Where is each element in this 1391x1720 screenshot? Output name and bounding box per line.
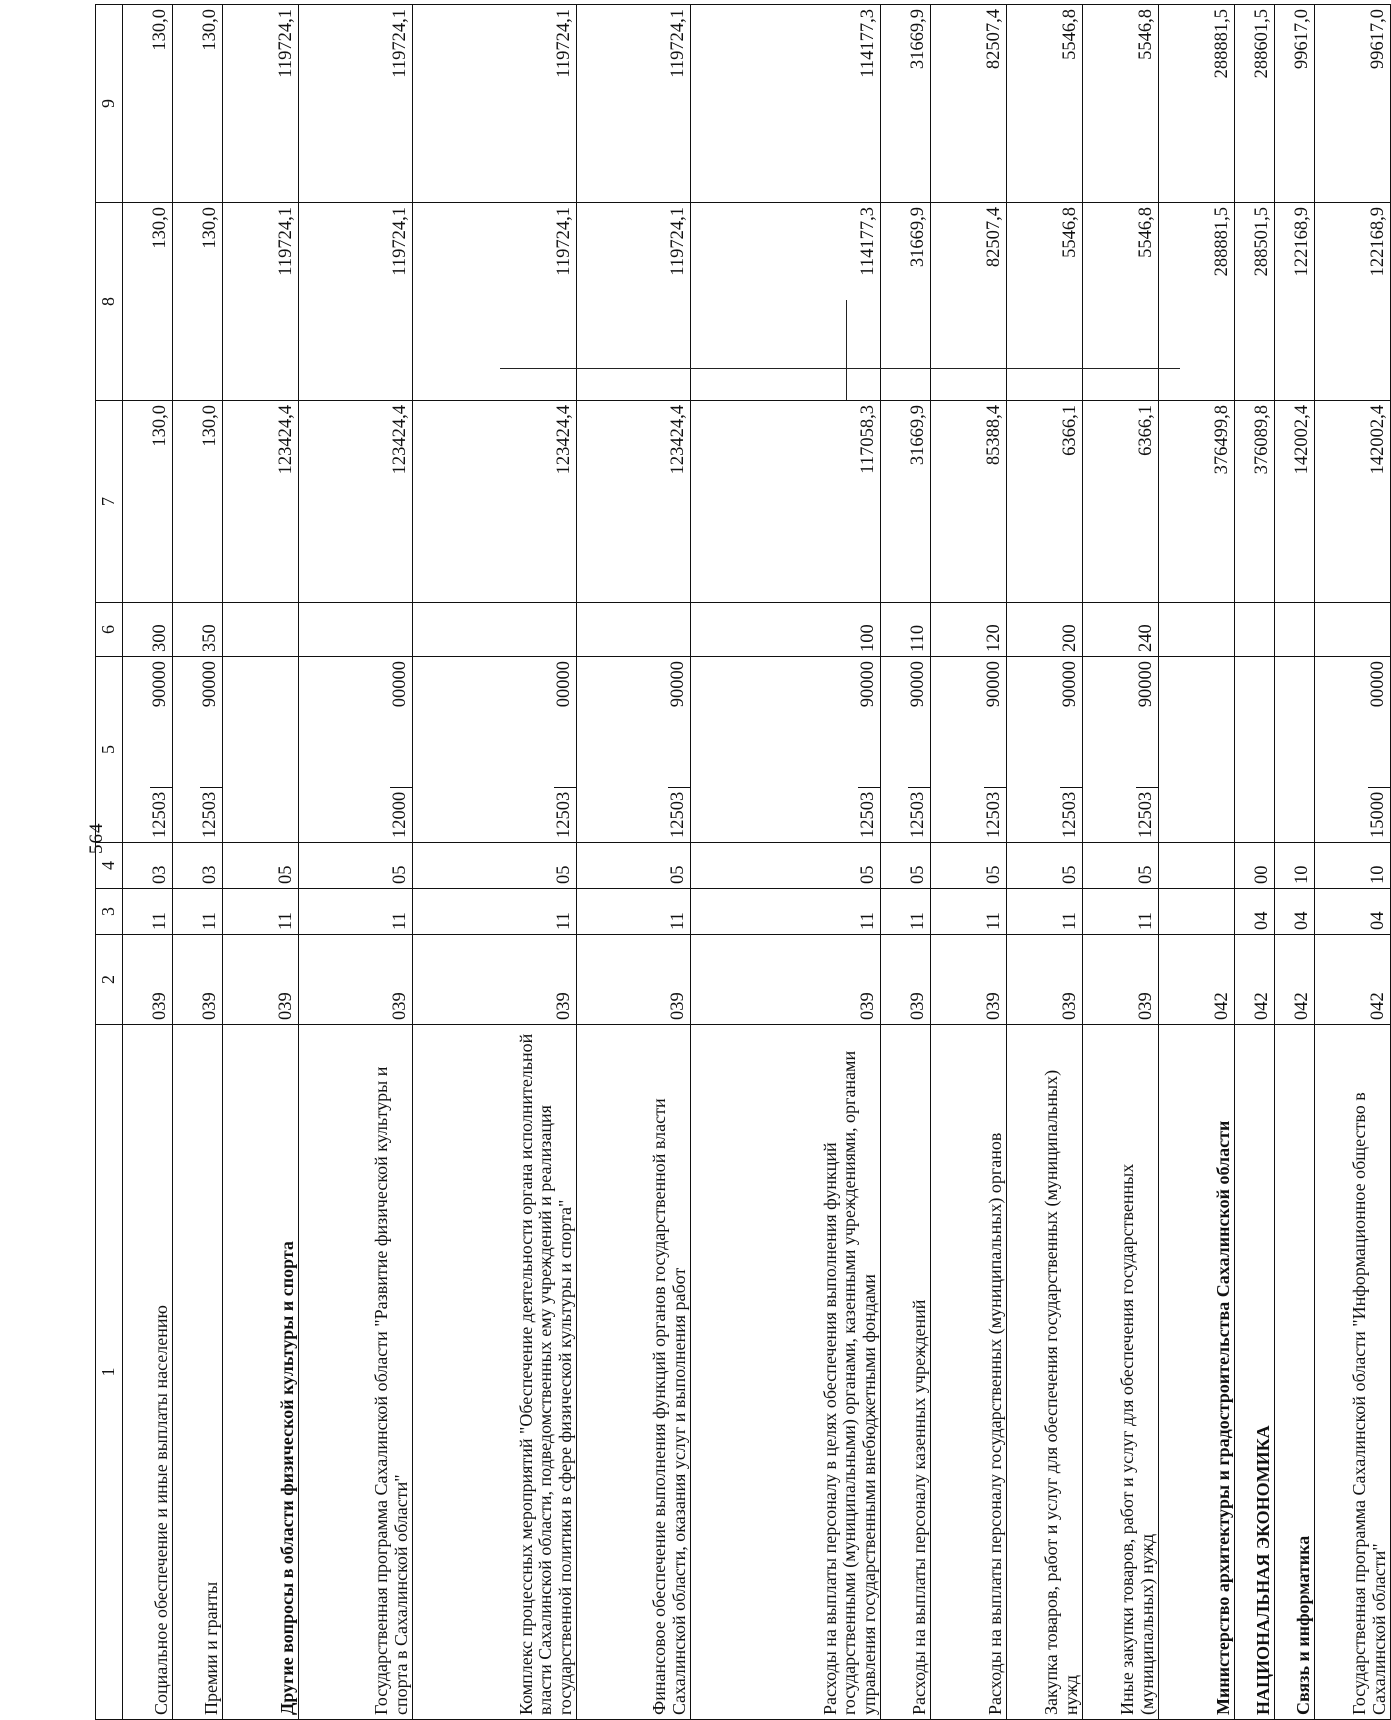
target-article-cell xyxy=(881,657,931,843)
row-name-cell: Иные закупки товаров, работ и услуг для обеспечения государственных (муниципальных) нужд xyxy=(1083,1025,1159,1720)
subsection-code-cell: 03 xyxy=(173,843,223,889)
amount-year-1-cell: 142002,4 xyxy=(1275,401,1315,603)
ministry-code-cell: 039 xyxy=(173,935,223,1025)
table-row xyxy=(173,5,223,1720)
target-article-direction-code xyxy=(296,657,298,665)
section-code-cell: 11 xyxy=(1007,889,1083,935)
ministry-code-cell: 039 xyxy=(577,935,691,1025)
section-code-cell: 11 xyxy=(299,889,413,935)
row-name-cell: НАЦИОНАЛЬНАЯ ЭКОНОМИКА xyxy=(1235,1025,1275,1720)
expense-type-code-cell: 100 xyxy=(691,603,881,657)
amount-year-1-cell: 85388,4 xyxy=(931,401,1007,603)
expense-type-code-cell: 240 xyxy=(1083,603,1159,657)
amount-year-2-cell: 288881,5 xyxy=(1159,203,1235,401)
subsection-code-cell: 05 xyxy=(1083,843,1159,889)
subsection-code-cell xyxy=(1159,843,1235,889)
row-name-cell: Расходы на выплаты персоналу казенных учреждений xyxy=(881,1025,931,1720)
subsection-code-cell: 05 xyxy=(1007,843,1083,889)
ministry-code-cell: 039 xyxy=(299,935,413,1025)
row-name-cell: Министерство архитектуры и градостроительства Сахалинской области xyxy=(1159,1025,1235,1720)
ministry-code-cell: 042 xyxy=(1159,935,1235,1025)
row-name-cell: Расходы на выплаты персоналу в целях обеспечения выполнения функций государственными (муниципальными) органами, казенными учреждениями, органами управления государственными внебюджетными фондами xyxy=(691,1025,881,1720)
target-article-cell xyxy=(1159,657,1235,843)
amount-year-3-cell: 130,0 xyxy=(123,5,173,203)
subsection-code-cell: 05 xyxy=(881,843,931,889)
target-article-cell xyxy=(1275,657,1315,843)
row-name-cell: Социальное обеспечение и иные выплаты населению xyxy=(123,1025,173,1720)
target-article-program-code: 12503 xyxy=(554,787,576,842)
amount-year-3-cell: 82507,4 xyxy=(931,5,1007,203)
amount-year-1-cell: 123424,4 xyxy=(577,401,691,603)
table-row xyxy=(1159,5,1235,1720)
expense-type-code-cell xyxy=(1235,603,1275,657)
ministry-code-cell: 042 xyxy=(1235,935,1275,1025)
page-number: 564 xyxy=(86,822,107,854)
target-article-program-code xyxy=(1312,834,1314,842)
target-article-direction-code: 00000 xyxy=(1368,661,1389,708)
amount-year-1-cell: 376089,8 xyxy=(1235,401,1275,603)
subsection-code-cell: 00 xyxy=(1235,843,1275,889)
target-article-direction-code: 90000 xyxy=(200,661,221,708)
table-row xyxy=(691,5,881,1720)
target-article-direction-code: 90000 xyxy=(150,661,171,708)
table-row xyxy=(1315,5,1391,1720)
expense-type-code-cell: 200 xyxy=(1007,603,1083,657)
amount-year-3-cell: 119724,1 xyxy=(577,5,691,203)
expense-type-code-cell xyxy=(1315,603,1391,657)
amount-year-3-cell: 119724,1 xyxy=(223,5,299,203)
target-article-cell xyxy=(173,657,223,843)
subsection-code-cell: 10 xyxy=(1315,843,1391,889)
amount-year-1-cell: 130,0 xyxy=(123,401,173,603)
column-header: 9 xyxy=(96,5,123,203)
section-code-cell xyxy=(1159,889,1235,935)
section-code-cell: 11 xyxy=(173,889,223,935)
target-article-cell xyxy=(123,657,173,843)
column-header: 4 xyxy=(96,843,123,889)
expense-type-code-cell: 110 xyxy=(881,603,931,657)
ministry-code-cell: 039 xyxy=(1083,935,1159,1025)
column-header: 7 xyxy=(96,401,123,603)
expense-type-code-cell: 120 xyxy=(931,603,1007,657)
target-article-program-code: 12503 xyxy=(1060,787,1082,842)
expense-type-code-cell xyxy=(1159,603,1235,657)
section-code-cell: 11 xyxy=(881,889,931,935)
amount-year-2-cell: 119724,1 xyxy=(223,203,299,401)
expense-type-code-cell xyxy=(577,603,691,657)
amount-year-3-cell: 99617,0 xyxy=(1315,5,1391,203)
table-row xyxy=(1007,5,1083,1720)
section-code-cell: 04 xyxy=(1315,889,1391,935)
target-article-direction-code xyxy=(1232,657,1234,665)
rotated-page-content xyxy=(95,5,1389,1720)
row-name-cell: Премии и гранты xyxy=(173,1025,223,1720)
target-article-program-code: 12503 xyxy=(858,787,880,842)
target-article-cell xyxy=(223,657,299,843)
expense-type-code-cell: 300 xyxy=(123,603,173,657)
amount-year-2-cell: 31669,9 xyxy=(881,203,931,401)
amount-year-3-cell: 31669,9 xyxy=(881,5,931,203)
table-row xyxy=(931,5,1007,1720)
expense-type-code-cell xyxy=(223,603,299,657)
amount-year-1-cell: 31669,9 xyxy=(881,401,931,603)
row-name-cell: Закупка товаров, работ и услуг для обеспечения государственных (муниципальных) нужд xyxy=(1007,1025,1083,1720)
table-row xyxy=(1083,5,1159,1720)
target-article-direction-code: 90000 xyxy=(858,661,879,708)
expense-type-code-cell: 350 xyxy=(173,603,223,657)
target-article-direction-code: 90000 xyxy=(984,661,1005,708)
target-article-program-code: 15000 xyxy=(1368,787,1390,842)
target-article-direction-code: 90000 xyxy=(1060,661,1081,708)
section-code-cell: 04 xyxy=(1235,889,1275,935)
target-article-direction-code: 90000 xyxy=(1136,661,1157,708)
target-article-direction-code: 90000 xyxy=(668,661,689,708)
ministry-code-cell: 039 xyxy=(931,935,1007,1025)
section-code-cell: 11 xyxy=(123,889,173,935)
section-code-cell: 11 xyxy=(223,889,299,935)
target-article-cell xyxy=(691,657,881,843)
target-article-cell xyxy=(1315,657,1391,843)
amount-year-3-cell: 288601,5 xyxy=(1235,5,1275,203)
amount-year-1-cell: 117058,3 xyxy=(691,401,881,603)
target-article-cell xyxy=(1007,657,1083,843)
amount-year-1-cell: 130,0 xyxy=(173,401,223,603)
section-code-cell: 11 xyxy=(691,889,881,935)
amount-year-1-cell: 123424,4 xyxy=(413,401,577,603)
subsection-code-cell: 05 xyxy=(577,843,691,889)
table-row xyxy=(881,5,931,1720)
target-article-program-code xyxy=(1272,834,1274,842)
section-code-cell: 11 xyxy=(577,889,691,935)
target-article-cell xyxy=(1235,657,1275,843)
target-article-program-code: 12000 xyxy=(390,787,412,842)
amount-year-3-cell: 119724,1 xyxy=(413,5,577,203)
target-article-program-code xyxy=(296,834,298,842)
target-article-program-code: 12503 xyxy=(1136,787,1158,842)
amount-year-2-cell: 288501,5 xyxy=(1235,203,1275,401)
amount-year-3-cell: 99617,0 xyxy=(1275,5,1315,203)
table-header-row xyxy=(96,5,123,1720)
amount-year-1-cell: 376499,8 xyxy=(1159,401,1235,603)
row-name-cell: Расходы на выплаты персоналу государственных (муниципальных) органов xyxy=(931,1025,1007,1720)
amount-year-2-cell: 122168,9 xyxy=(1275,203,1315,401)
table-row xyxy=(577,5,691,1720)
amount-year-3-cell: 5546,8 xyxy=(1083,5,1159,203)
section-code-cell: 04 xyxy=(1275,889,1315,935)
scan-crosshair-vertical xyxy=(846,300,847,400)
subsection-code-cell: 05 xyxy=(223,843,299,889)
amount-year-1-cell: 6366,1 xyxy=(1007,401,1083,603)
section-code-cell: 11 xyxy=(1083,889,1159,935)
target-article-program-code: 12503 xyxy=(668,787,690,842)
ministry-code-cell: 039 xyxy=(123,935,173,1025)
row-name-cell: Другие вопросы в области физической культуры и спорта xyxy=(223,1025,299,1720)
table-row xyxy=(1275,5,1315,1720)
row-name-cell: Государственная программа Сахалинской области "Развитие физической культуры и спорта в Сахалинской области" xyxy=(299,1025,413,1720)
amount-year-2-cell: 5546,8 xyxy=(1083,203,1159,401)
amount-year-3-cell: 119724,1 xyxy=(299,5,413,203)
amount-year-2-cell: 119724,1 xyxy=(413,203,577,401)
table-row xyxy=(223,5,299,1720)
amount-year-2-cell: 5546,8 xyxy=(1007,203,1083,401)
target-article-direction-code: 00000 xyxy=(554,661,575,708)
target-article-program-code: 12503 xyxy=(984,787,1006,842)
ministry-code-cell: 042 xyxy=(1315,935,1391,1025)
target-article-program-code: 12503 xyxy=(200,787,222,842)
ministry-code-cell: 042 xyxy=(1275,935,1315,1025)
amount-year-2-cell: 122168,9 xyxy=(1315,203,1391,401)
amount-year-1-cell: 123424,4 xyxy=(299,401,413,603)
amount-year-1-cell: 123424,4 xyxy=(223,401,299,603)
column-header: 8 xyxy=(96,203,123,401)
amount-year-1-cell: 6366,1 xyxy=(1083,401,1159,603)
subsection-code-cell: 05 xyxy=(413,843,577,889)
amount-year-3-cell: 114177,3 xyxy=(691,5,881,203)
target-article-program-code xyxy=(1232,834,1234,842)
target-article-direction-code xyxy=(1272,657,1274,665)
target-article-program-code: 12503 xyxy=(908,787,930,842)
row-name-cell: Комплекс процессных мероприятий "Обеспечение деятельности органа исполнительной власти Сахалинской области, подведомственных ему учреждений и реализация государственной политики в сфере физической культуры и спорта" xyxy=(413,1025,577,1720)
amount-year-3-cell: 130,0 xyxy=(173,5,223,203)
target-article-cell xyxy=(299,657,413,843)
table-row xyxy=(299,5,413,1720)
row-name-cell: Государственная программа Сахалинской области "Информационное общество в Сахалинской области" xyxy=(1315,1025,1391,1720)
amount-year-2-cell: 130,0 xyxy=(173,203,223,401)
target-article-program-code: 12503 xyxy=(150,787,172,842)
row-name-cell: Финансовое обеспечение выполнения функций органов государственной власти Сахалинской области, оказания услуг и выполнения работ xyxy=(577,1025,691,1720)
target-article-cell xyxy=(1083,657,1159,843)
table-row xyxy=(413,5,577,1720)
budget-table xyxy=(95,4,1391,1720)
column-header: 2 xyxy=(96,935,123,1025)
subsection-code-cell: 05 xyxy=(691,843,881,889)
column-header: 3 xyxy=(96,889,123,935)
section-code-cell: 11 xyxy=(413,889,577,935)
column-header: 5 xyxy=(96,657,123,843)
subsection-code-cell: 10 xyxy=(1275,843,1315,889)
target-article-cell xyxy=(413,657,577,843)
amount-year-2-cell: 82507,4 xyxy=(931,203,1007,401)
amount-year-1-cell: 142002,4 xyxy=(1315,401,1391,603)
row-name-cell: Связь и информатика xyxy=(1275,1025,1315,1720)
column-header: 1 xyxy=(96,1025,123,1720)
target-article-direction-code: 00000 xyxy=(390,661,411,708)
amount-year-3-cell: 5546,8 xyxy=(1007,5,1083,203)
ministry-code-cell: 039 xyxy=(881,935,931,1025)
table-body xyxy=(96,5,1391,1720)
target-article-direction-code xyxy=(1312,657,1314,665)
ministry-code-cell: 039 xyxy=(1007,935,1083,1025)
expense-type-code-cell xyxy=(299,603,413,657)
amount-year-2-cell: 119724,1 xyxy=(299,203,413,401)
amount-year-3-cell: 288881,5 xyxy=(1159,5,1235,203)
table-row xyxy=(123,5,173,1720)
subsection-code-cell: 05 xyxy=(299,843,413,889)
ministry-code-cell: 039 xyxy=(691,935,881,1025)
amount-year-2-cell: 130,0 xyxy=(123,203,173,401)
target-article-direction-code: 90000 xyxy=(908,661,929,708)
subsection-code-cell: 05 xyxy=(931,843,1007,889)
section-code-cell: 11 xyxy=(931,889,1007,935)
target-article-cell xyxy=(577,657,691,843)
table-row xyxy=(1235,5,1275,1720)
expense-type-code-cell xyxy=(1275,603,1315,657)
subsection-code-cell: 03 xyxy=(123,843,173,889)
amount-year-2-cell: 119724,1 xyxy=(577,203,691,401)
amount-year-2-cell: 114177,3 xyxy=(691,203,881,401)
expense-type-code-cell xyxy=(413,603,577,657)
target-article-cell xyxy=(931,657,1007,843)
column-header: 6 xyxy=(96,603,123,657)
ministry-code-cell: 039 xyxy=(223,935,299,1025)
scan-crosshair-horizontal xyxy=(500,368,1180,369)
ministry-code-cell: 039 xyxy=(413,935,577,1025)
